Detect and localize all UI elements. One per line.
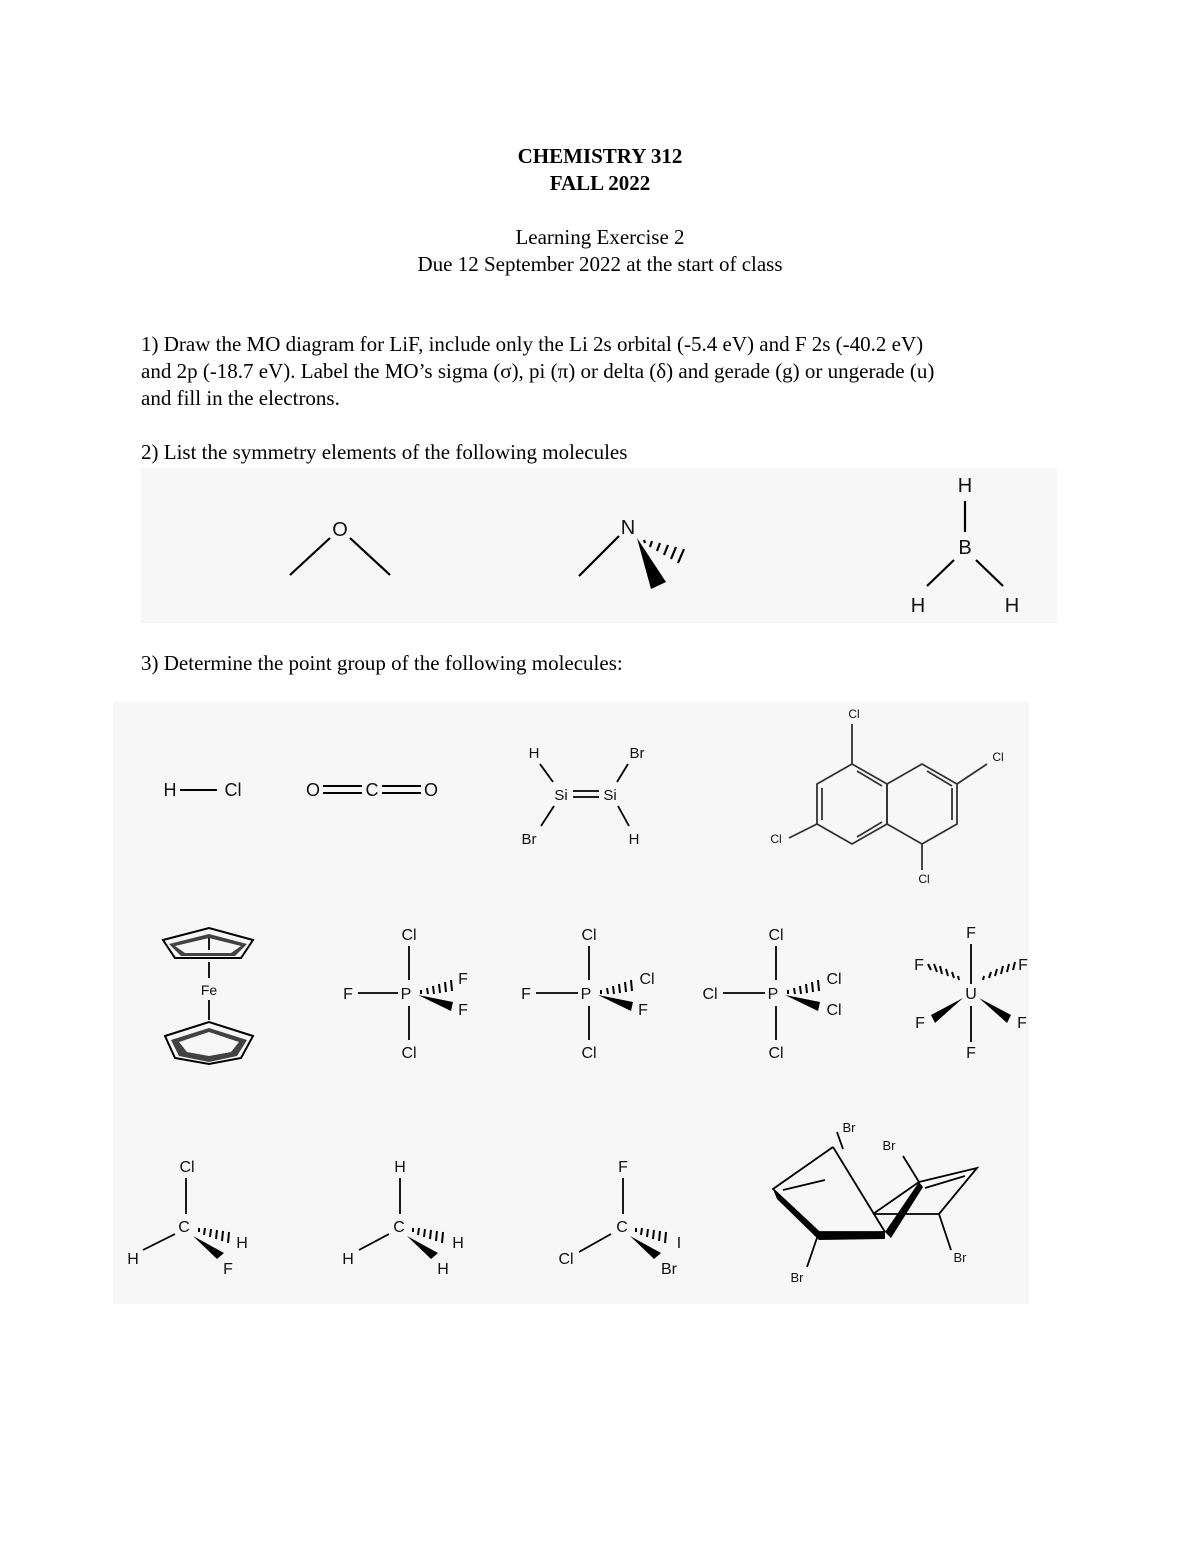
pfcl4-f-left: F [521, 986, 531, 1003]
question-3: 3) Determine the point group of the following molecules: [141, 651, 623, 675]
borane-h-top: H [957, 475, 973, 497]
uf6-f-ll: F [915, 1015, 925, 1032]
cfclbri-cl-label: Cl [558, 1251, 574, 1268]
uf6-u-label: U [965, 986, 977, 1003]
water-o-label: O [332, 519, 348, 541]
hcl-h-label: H [163, 780, 177, 800]
pcl5-cl-wedge: Cl [826, 1002, 842, 1019]
naphthalene-cl3-label: Cl [770, 832, 782, 846]
naphthalene-cl4-label: Cl [918, 872, 930, 886]
borane-b-label: B [958, 537, 972, 559]
pf2cl3-f-wedge: F [458, 1002, 468, 1019]
naphthalene-cl1-label: Cl [848, 707, 860, 721]
pf2cl3-cl-top: Cl [401, 927, 417, 944]
disilene-si1-label: Si [554, 787, 568, 804]
uf6-f-ur: F [1018, 957, 1028, 974]
ch4-h-right: H [452, 1235, 464, 1252]
ferrocene-fe-label: Fe [200, 982, 218, 998]
question-1 [141, 331, 1041, 412]
ch2clf-cl-label: Cl [179, 1159, 195, 1176]
ch4-h-top: H [394, 1159, 406, 1176]
borane-h-right: H [1004, 595, 1020, 617]
cot-br4-label: Br [953, 1250, 967, 1265]
disilene-h2-label: H [628, 831, 640, 848]
pcl5-cl-left: Cl [702, 986, 718, 1003]
hcl-cl-label: Cl [224, 780, 242, 800]
pf2cl3-f-left: F [343, 986, 353, 1003]
question-1-line-1: 1) Draw the MO diagram for LiF, include only the Li 2s orbital (-5.4 eV) and F 2s (-40.2 eV) [141, 332, 924, 356]
pfcl4-cl-bottom: Cl [581, 1045, 597, 1062]
q2-figure [141, 468, 1057, 628]
pf2cl3-p-label: P [400, 986, 412, 1003]
q2-molecules-svg [141, 468, 1057, 623]
ch2clf-h-left: H [127, 1251, 139, 1268]
cfclbri-f-label: F [618, 1159, 628, 1176]
cfclbri-c-label: C [616, 1219, 628, 1236]
q3-figure [113, 702, 1029, 1309]
ch2clf-h-right: H [236, 1235, 248, 1252]
disilene-si2-label: Si [603, 787, 617, 804]
course-title: CHEMISTRY 312 [517, 144, 683, 168]
ch2clf-c-label: C [178, 1219, 190, 1236]
co2-c-label: C [365, 780, 379, 800]
due-date: Due 12 September 2022 at the start of class [417, 252, 783, 276]
cfclbri-i-label: I [676, 1235, 682, 1252]
pcl5-cl-top: Cl [768, 927, 784, 944]
cfclbri-br-label: Br [661, 1261, 677, 1278]
borane-h-left: H [910, 595, 926, 617]
pfcl4-p-label: P [580, 986, 592, 1003]
uf6-f-top: F [966, 925, 976, 942]
co2-o2-label: O [423, 780, 439, 800]
uf6-f-bottom: F [966, 1045, 976, 1062]
naphthalene-cl2-label: Cl [992, 750, 1004, 764]
question-2: 2) List the symmetry elements of the following molecules [141, 440, 628, 464]
pfcl4-cl-top: Cl [581, 927, 597, 944]
q3-molecules-svg [113, 702, 1029, 1304]
term-title: FALL 2022 [549, 171, 651, 195]
co2-o1-label: O [305, 780, 321, 800]
cot-br1-label: Br [842, 1120, 856, 1135]
disilene-br2-label: Br [521, 831, 537, 848]
exercise-title: Learning Exercise 2 [515, 225, 685, 249]
ch4-c-label: C [393, 1219, 405, 1236]
question-1-line-2: and 2p (-18.7 eV). Label the MO’s sigma (σ), pi (π) or delta (δ) and gerade (g) or ungerade (u) [141, 359, 935, 383]
pf2cl3-cl-bottom: Cl [401, 1045, 417, 1062]
disilene-h1-label: H [528, 745, 540, 762]
pfcl4-cl-right: Cl [639, 971, 655, 988]
ch4-h-left: H [342, 1251, 354, 1268]
question-1-line-3: and fill in the electrons. [141, 386, 340, 410]
pf2cl3-f-right: F [458, 971, 468, 988]
uf6-f-lr: F [1017, 1015, 1027, 1032]
ch2clf-f-label: F [223, 1261, 233, 1278]
pcl5-cl-bottom: Cl [768, 1045, 784, 1062]
cot-br2-label: Br [882, 1138, 896, 1153]
uf6-f-ul: F [914, 957, 924, 974]
pcl5-p-label: P [767, 986, 779, 1003]
disilene-br1-label: Br [629, 745, 645, 762]
pfcl4-f-wedge: F [638, 1002, 648, 1019]
pcl5-cl-right: Cl [826, 971, 842, 988]
cot-br3-label: Br [790, 1270, 804, 1285]
ch4-h-bottom: H [437, 1261, 449, 1278]
ammonia-n-label: N [620, 517, 636, 539]
